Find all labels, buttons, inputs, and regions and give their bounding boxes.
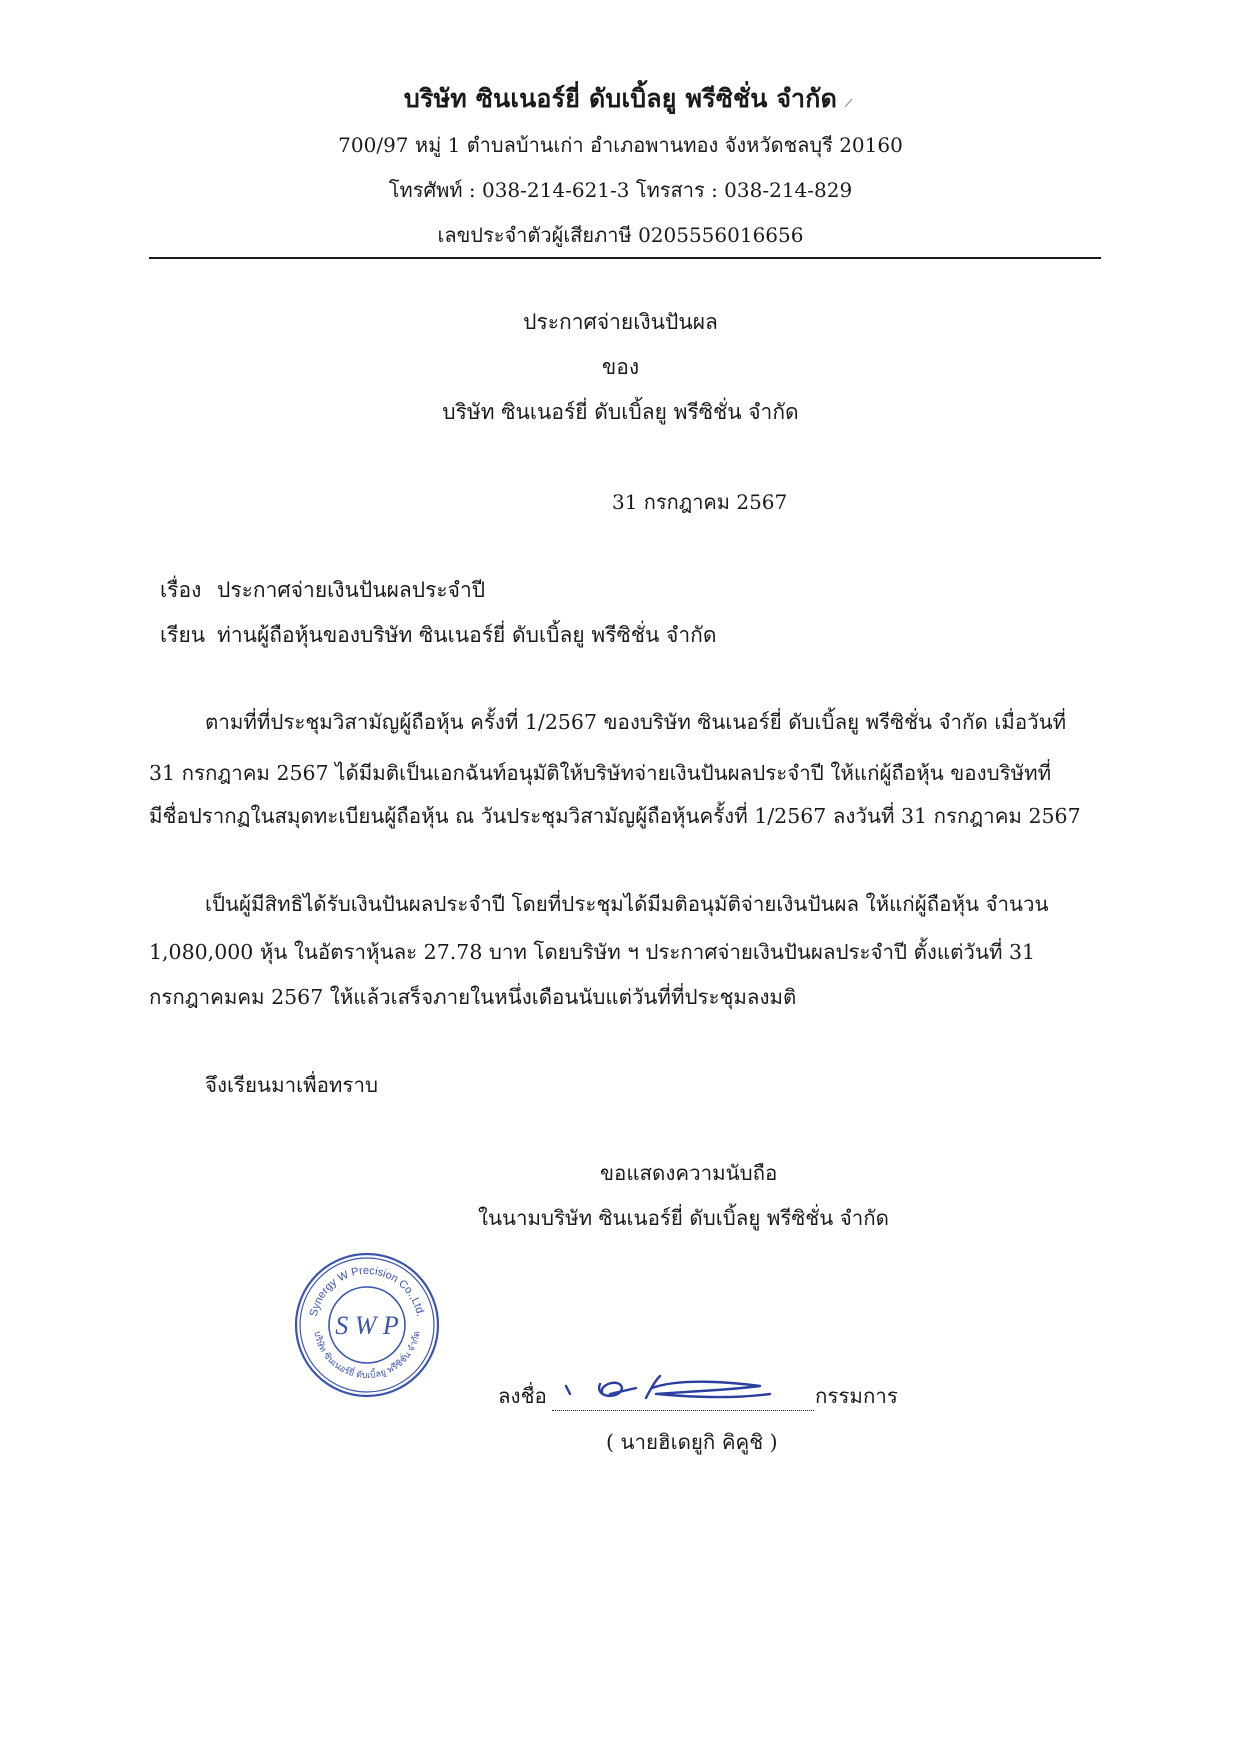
subject-line	[160, 580, 485, 601]
on-behalf-line: ในนามบริษัท ซินเนอร์ยี่ ดับเบิ้ลยู พรีซิชั่น จำกัด	[478, 1206, 889, 1230]
subject-label: เรื่อง	[160, 578, 202, 602]
stamp-monogram: S W P	[335, 1311, 399, 1340]
paragraph1-line: 31 กรกฎาคม 2567 ได้มีมติเป็นเอกฉันท์อนุมัติให้บริษัทจ่ายเงินปันผลประจำปี ให้แก่ผู้ถือหุ้น ของบริษัทที่	[149, 761, 1052, 785]
letter-date: 31 กรกฎาคม 2567	[612, 490, 788, 514]
paragraph2-line: 1,080,000 หุ้น ในอัตราหุ้นละ 27.78 บาท โดยบริษัท ฯ ประกาศจ่ายเงินปันผลประจำปี ตั้งแต่วันที่ 31	[149, 940, 1036, 964]
handwritten-signature	[560, 1364, 800, 1414]
paragraph1-line: มีชื่อปรากฏในสมุดทะเบียนผู้ถือหุ้น ณ วันประชุมวิสามัญผู้ถือหุ้นครั้งที่ 1/2567 ลงวันที่ 31 กรกฎาคม 2567	[149, 804, 1081, 828]
closing-line: จึงเรียนมาเพื่อทราบ	[205, 1073, 378, 1097]
stray-mark	[843, 97, 855, 109]
paragraph2-line: กรกฎาคมคม 2567 ให้แล้วเสร็จภายในหนึ่งเดือนนับแต่วันที่ที่ประชุมลงมติ	[149, 985, 797, 1009]
company-address: 700/97 หมู่ 1 ตำบลบ้านเก่า อำเภอพานทอง จังหวัดชลบุรี 20160	[338, 133, 903, 157]
signer-name: ( นายฮิเดยูกิ คิคูชิ )	[606, 1430, 778, 1454]
company-stamp	[292, 1250, 442, 1400]
stamp-outer-text: Synergy W Precision Co.,Ltd.	[307, 1264, 427, 1318]
subject-text: ประกาศจ่ายเงินปันผลประจำปี	[217, 578, 486, 602]
announcement-of: ของ	[601, 355, 640, 379]
company-tax-id: เลขประจำตัวผู้เสียภาษี 0205556016656	[437, 223, 804, 247]
company-phone-fax: โทรศัพท์ : 038-214-621-3 โทรสาร : 038-214-829	[388, 178, 853, 202]
sign-label: ลงชื่อ	[498, 1384, 547, 1408]
company-name: บริษัท ซินเนอร์ยี่ ดับเบิ้ลยู พรีซิชั่น จำกัด	[403, 84, 838, 113]
announcement-title: ประกาศจ่ายเงินปันผล	[523, 310, 718, 334]
salutation-text: ท่านผู้ถือหุ้นของบริษัท ซินเนอร์ยี่ ดับเบิ้ลยู พรีซิชั่น จำกัด	[217, 623, 717, 647]
announcement-company: บริษัท ซินเนอร์ยี่ ดับเบิ้ลยู พรีซิชั่น จำกัด	[442, 400, 799, 424]
salutation-label: เรียน	[160, 623, 206, 647]
salutation-line	[160, 625, 716, 646]
signer-title: กรรมการ	[815, 1384, 898, 1408]
stamp-inner-text: บริษัท ซินเนอร์ยี่ ดับเบิ้ลยู พรีซิชั่น จำกัด	[311, 1330, 423, 1382]
letterhead-divider	[149, 257, 1101, 259]
paragraph2-line: เป็นผู้มีสิทธิได้รับเงินปันผลประจำปี โดยที่ประชุมได้มีมติอนุมัติจ่ายเงินปันผล ให้แก่ผู้ถือหุ้น จำนวน	[205, 892, 1049, 916]
paragraph1-line: ตามที่ที่ประชุมวิสามัญผู้ถือหุ้น ครั้งที่ 1/2567 ของบริษัท ซินเนอร์ยี่ ดับเบิ้ลยู พรีซิชั่น จำกัด เมื่อวันที่	[205, 710, 1067, 734]
regards-line: ขอแสดงความนับถือ	[600, 1161, 778, 1185]
signature-dotted-line	[552, 1410, 814, 1411]
